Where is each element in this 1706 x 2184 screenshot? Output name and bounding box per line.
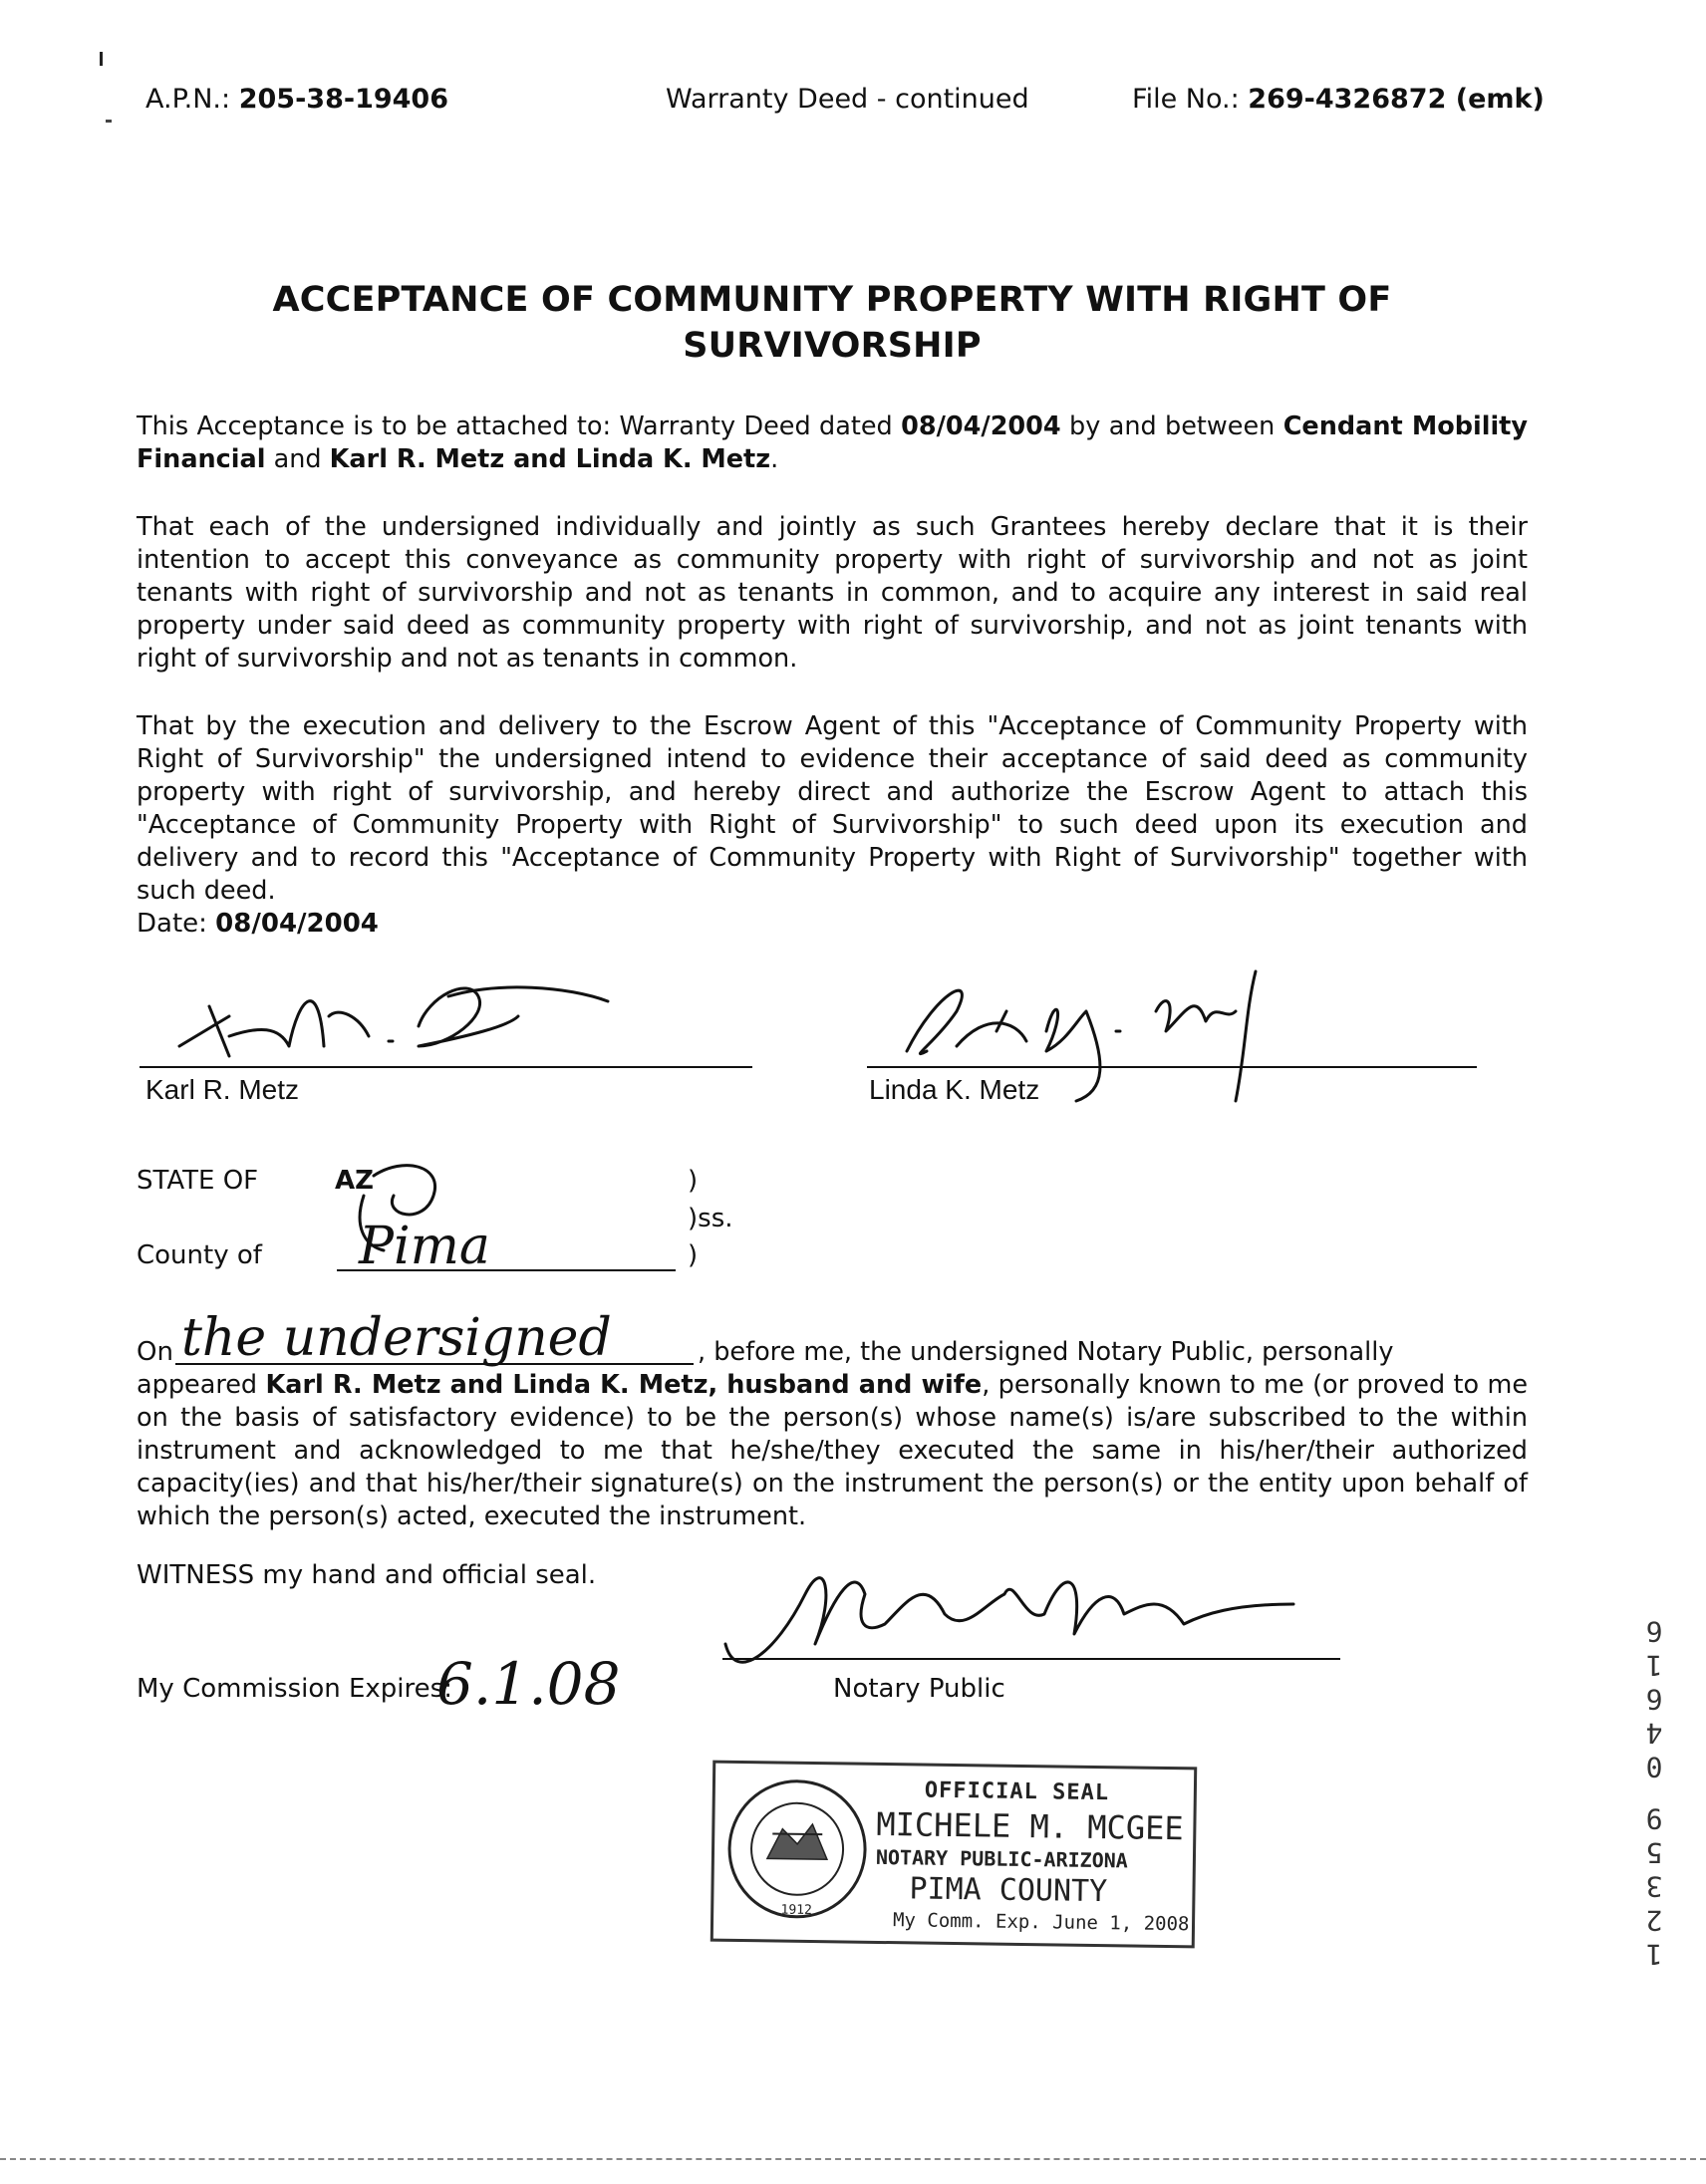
acknowledgment-text: , personally known to me (or proved to me on the basis of satisfactory evidence) to be the person(s) whose name(s) is/are subscribed to the within instrument and acknowledged to me that he/she/they executed the same in his/her/their authorized capacity(ies) and that his/her/their signature(s) on the instrument the person(s) or the entity upon behalf of which the person(s) acted, executed the instrument.: [137, 1370, 1529, 1531]
on-line: [175, 1363, 694, 1365]
emblem-year: 1912: [780, 1902, 812, 1919]
intro-text: by and between: [1060, 411, 1283, 441]
appeared-text: appeared: [137, 1370, 266, 1400]
recording-digit: 1: [1645, 1938, 1663, 1971]
recording-digit: 6: [1645, 1615, 1663, 1648]
acknowledgment-paragraph: [137, 1369, 1528, 1533]
recording-digit: 4: [1645, 1717, 1663, 1750]
title-line-1: ACCEPTANCE OF COMMUNITY PROPERTY WITH RIGHT OF: [272, 280, 1392, 320]
signature-line-2: [867, 1066, 1477, 1068]
state-seal-emblem: [721, 1774, 873, 1925]
recording-digit: 3: [1645, 1870, 1663, 1903]
intro-paragraph: [137, 410, 1528, 476]
file-number: [1132, 84, 1545, 115]
intro-text: and: [265, 444, 330, 474]
recording-digit: 1: [1645, 1649, 1663, 1682]
seal-line-2: MICHELE M. MCGEE: [876, 1804, 1184, 1848]
seal-line-1: OFFICIAL SEAL: [924, 1777, 1110, 1806]
grantees: Karl R. Metz and Linda K. Metz: [329, 444, 771, 474]
on-continuation: , before me, the undersigned Notary Public, personally: [698, 1337, 1394, 1367]
karl-signature: [169, 956, 638, 1076]
county-handwritten-text: Pima: [359, 1217, 490, 1276]
recording-digit: 9: [1645, 1802, 1663, 1835]
notary-signature: [715, 1534, 1313, 1694]
on-label: On: [137, 1337, 173, 1367]
notary-line: [722, 1658, 1340, 1660]
signature-line-1: [140, 1066, 752, 1068]
recording-digit: 6: [1645, 1683, 1663, 1716]
scan-mark: [106, 120, 112, 123]
state-paren: ): [688, 1166, 699, 1196]
signer-2-name: Linda K. Metz: [869, 1074, 1040, 1105]
notary-public-label: Notary Public: [833, 1674, 1005, 1704]
page-bottom-edge: [0, 2158, 1706, 2160]
file-value: 269-4326872 (emk): [1248, 84, 1545, 115]
apn-value: 205-38-19406: [238, 84, 448, 115]
commission-handwriting: [428, 1634, 628, 1724]
recording-number: [1634, 1614, 1674, 1971]
seal-line-3: NOTARY PUBLIC-ARIZONA: [875, 1844, 1128, 1873]
grantor: Cendant Mobility Financial: [137, 411, 1528, 474]
apn: [145, 84, 448, 115]
scan-mark: [100, 52, 103, 66]
document-title: [199, 277, 1465, 369]
official-seal: [711, 1761, 1197, 1949]
recording-digit: 2: [1645, 1904, 1663, 1937]
date-value: 08/04/2004: [215, 909, 379, 939]
seal-line-5: My Comm. Exp. June 1, 2008: [892, 1909, 1190, 1936]
authorization-paragraph: That by the execution and delivery to the Escrow Agent of this "Acceptance of Community Property with Right of Survivorship" the undersigned intend to evidence their acceptance of said deed as community property with right of survivorship, and hereby direct and authorize the Escrow Agent to attach this "Acceptance of Community Property with Right of Survivorship" to such deed upon its execution and delivery and to record this "Acceptance of Community Property with Right of Survivorship" together with such deed.: [137, 711, 1528, 906]
file-label: File No.:: [1132, 84, 1240, 115]
intro-text: This Acceptance is to be attached to: Warranty Deed dated: [137, 411, 902, 441]
header-center: Warranty Deed - continued: [666, 84, 1029, 115]
county-label: County of: [137, 1240, 262, 1270]
state-label: STATE OF: [137, 1166, 259, 1196]
intro-text: .: [770, 444, 779, 474]
signer-1-name: Karl R. Metz: [145, 1074, 300, 1105]
seal-line-4: PIMA COUNTY: [909, 1871, 1108, 1910]
appeared-names: Karl R. Metz and Linda K. Metz, husband and wife: [265, 1370, 983, 1400]
county-handwriting: [339, 1208, 658, 1277]
recording-digit: 5: [1645, 1836, 1663, 1869]
commission-handwritten-text: 6.1.08: [436, 1650, 621, 1718]
commission-label: My Commission Expires:: [137, 1674, 452, 1704]
date-label: Date:: [137, 909, 207, 939]
on-handwritten-text: the undersigned: [181, 1308, 612, 1368]
witness-line: WITNESS my hand and official seal.: [137, 1560, 597, 1590]
state-value: AZ: [335, 1166, 374, 1196]
date-line: [137, 909, 379, 939]
deed-date: 08/04/2004: [901, 411, 1061, 441]
on-handwriting: [177, 1295, 696, 1371]
county-paren: ): [688, 1240, 699, 1270]
ss-mark: )ss.: [688, 1204, 733, 1233]
apn-label: A.P.N.:: [145, 84, 231, 115]
declaration-paragraph: That each of the undersigned individually and jointly as such Grantees hereby declare that it is their intention to accept this conveyance as community property with right of survivorship and not as joint tenants with right of survivorship and not as tenants in common, and to acquire any interest in said real property under said deed as community property with right of survivorship, and not as joint tenants with right of survivorship and not as tenants in common.: [137, 512, 1528, 674]
recording-gap: [1634, 1783, 1674, 1801]
title-line-2: SURVIVORSHIP: [683, 326, 982, 366]
recording-digit: 0: [1645, 1751, 1663, 1783]
county-line: [337, 1269, 676, 1271]
